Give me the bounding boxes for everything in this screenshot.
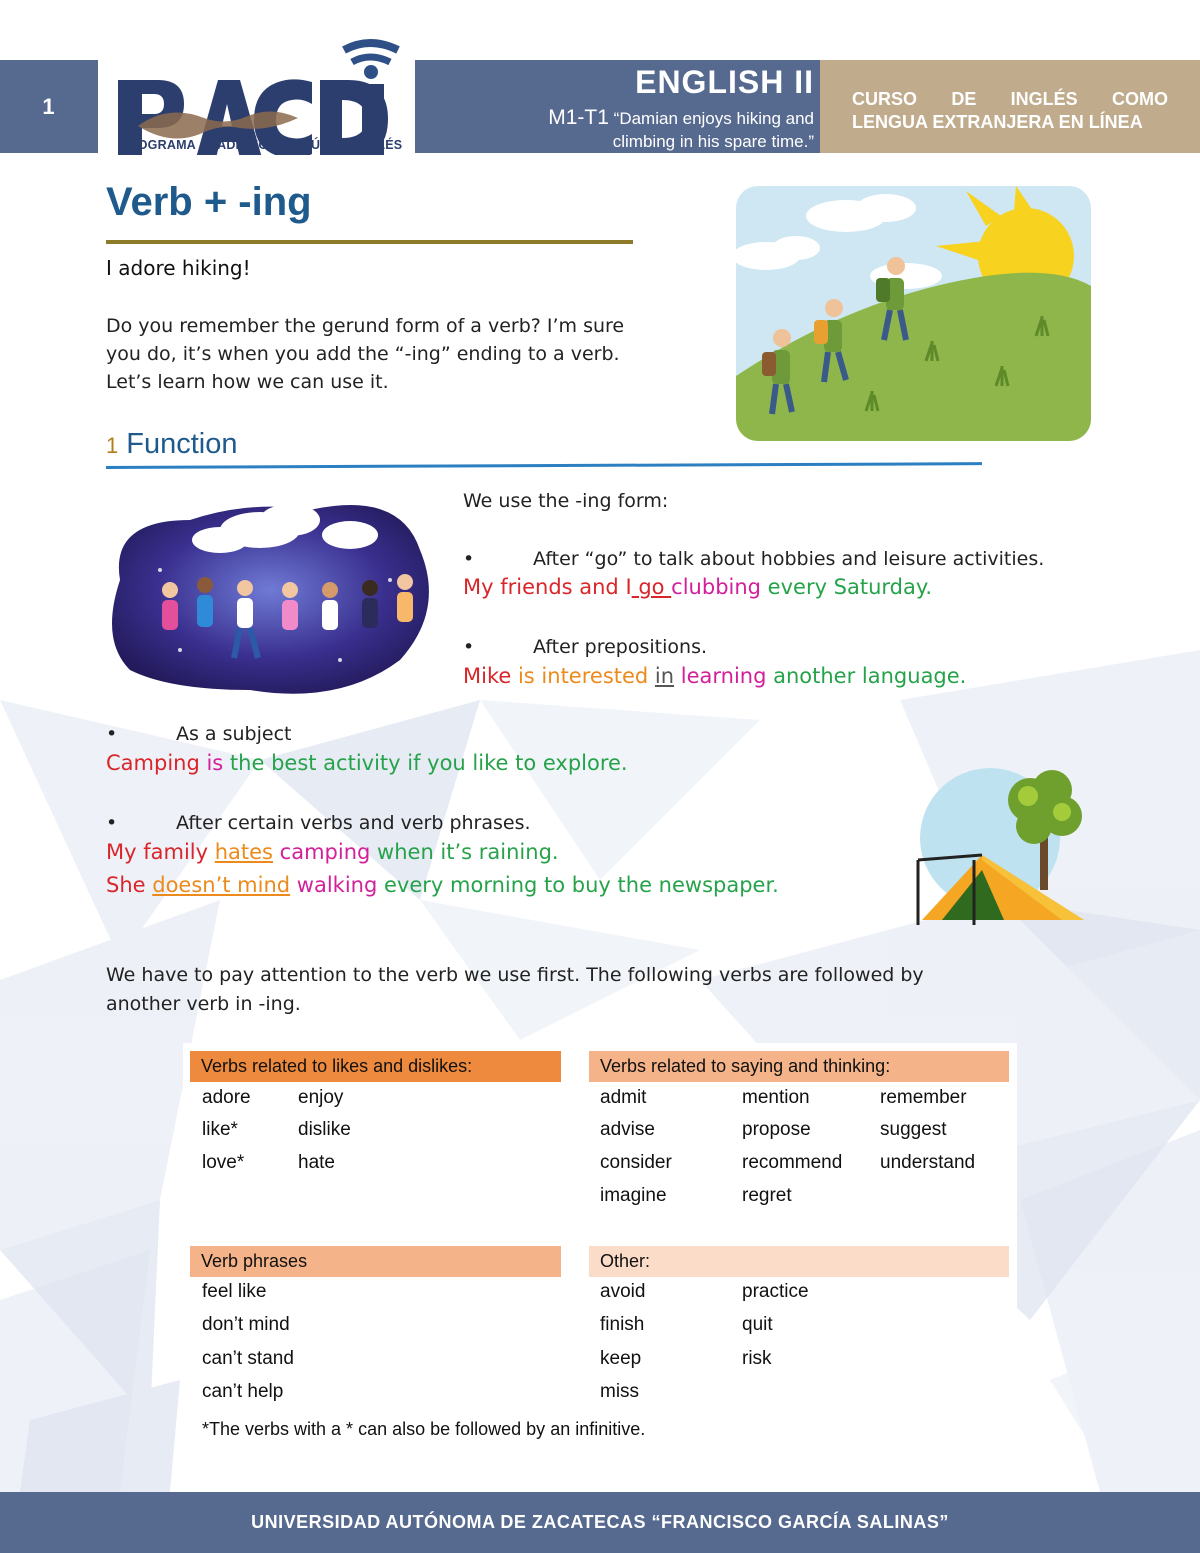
logo-subtitle: PROGRAMA ACADÉMICO COMÚN DE INGLÉS	[120, 138, 403, 152]
table-cell: adore	[202, 1087, 251, 1108]
dancing-friends-illustration	[100, 490, 440, 705]
example-subject: She	[106, 873, 153, 897]
table-cell: practice	[742, 1281, 809, 1302]
section-number: 1	[106, 433, 119, 458]
course-line-2: LENGUA EXTRANJERA EN LÍNEA	[852, 112, 1143, 132]
table-cell: advise	[600, 1119, 655, 1140]
attention-paragraph	[106, 961, 924, 1019]
lesson-subtitle: I adore hiking!	[106, 256, 251, 280]
table-cell: understand	[880, 1152, 976, 1173]
bullet-marker: •	[463, 548, 475, 570]
hikers-illustration	[736, 186, 1091, 441]
example-subject: My family	[106, 840, 215, 864]
likes-header: Verbs related to likes and dislikes:	[190, 1051, 561, 1082]
example-trigger: go	[631, 575, 672, 599]
table-cell: avoid	[600, 1281, 646, 1302]
table-cell: dislike	[298, 1119, 351, 1140]
unit-title-line-2: climbing in his spare time.”	[612, 132, 814, 151]
title-divider	[106, 240, 633, 244]
section-title: Function	[126, 428, 238, 460]
example-rest: the best activity if you like to explore.	[223, 751, 628, 775]
bullet-text: After prepositions.	[533, 636, 708, 658]
example-rest: when it’s raining.	[370, 840, 559, 864]
lesson-title: Verb + -ing	[106, 180, 312, 224]
example-go	[463, 575, 932, 599]
footer	[0, 1492, 1200, 1553]
example-preposition: in	[654, 664, 675, 688]
verb-table	[183, 1043, 1017, 1445]
camping-tent-illustration-icon	[912, 760, 1092, 940]
pacdi-logo	[98, 30, 415, 155]
bullet-marker: •	[106, 812, 118, 834]
table-cell: remember	[880, 1087, 967, 1108]
table-cell: risk	[742, 1348, 772, 1369]
intro-line: you do, it’s when you add the “-ing” ending to a verb.	[106, 343, 620, 365]
example-subject: My friends and I	[463, 575, 632, 599]
bullet-go	[463, 548, 1044, 570]
example-gerund: Camping	[106, 751, 200, 775]
hikers-illustration-icon	[736, 186, 1091, 441]
course-line-1: CURSO DE INGLÉS COMO	[852, 89, 1168, 109]
table-cell: propose	[742, 1119, 811, 1140]
example-verb: doesn’t mind	[152, 873, 291, 897]
footer-text: UNIVERSIDAD AUTÓNOMA DE ZACATECAS “FRANCISCO GARCÍA SALINAS”	[251, 1512, 949, 1532]
other-header: Other:	[589, 1246, 1009, 1277]
intro-paragraph	[106, 312, 706, 396]
example-gerund: clubbing	[671, 575, 761, 599]
course-description	[852, 88, 1168, 134]
intro-line: Do you remember the gerund form of a verb? I’m sure	[106, 315, 625, 337]
phrases-header: Verb phrases	[190, 1246, 561, 1277]
table-cell: mention	[742, 1087, 810, 1108]
example-hates	[106, 840, 559, 864]
bullet-subject	[106, 723, 291, 745]
example-prepositions	[463, 664, 966, 688]
bullet-text: After “go” to talk about hobbies and leisure activities.	[533, 548, 1045, 570]
table-cell: can’t help	[202, 1381, 284, 1402]
table-cell: quit	[742, 1314, 773, 1335]
dancing-friends-illustration-icon	[100, 490, 440, 705]
table-cell: consider	[600, 1152, 672, 1173]
bullet-prepositions	[463, 636, 707, 658]
table-cell: hate	[298, 1152, 335, 1173]
table-cell: admit	[600, 1087, 647, 1108]
function-lead: We use the -ing form:	[463, 490, 669, 512]
example-gerund: learning	[674, 664, 767, 688]
example-rest: another language.	[766, 664, 967, 688]
attention-line: We have to pay attention to the verb we use first. The following verbs are followed by	[106, 964, 924, 986]
example-verb: is	[199, 751, 224, 775]
table-cell: regret	[742, 1185, 792, 1206]
bullet-text: After certain verbs and verb phrases.	[176, 812, 531, 834]
example-subject: Mike	[463, 664, 512, 688]
example-verb: is interested	[511, 664, 655, 688]
example-doesnt-mind	[106, 873, 779, 897]
bullet-text: As a subject	[176, 723, 292, 745]
course-title: ENGLISH II	[635, 64, 814, 100]
bullet-marker: •	[106, 723, 118, 745]
example-gerund: walking	[290, 873, 378, 897]
table-cell: can’t stand	[202, 1348, 294, 1369]
table-cell: enjoy	[298, 1087, 344, 1108]
example-gerund: camping	[273, 840, 371, 864]
section-heading	[106, 428, 237, 461]
saying-header: Verbs related to saying and thinking:	[589, 1051, 1009, 1082]
intro-line: Let’s learn how we can use it.	[106, 371, 389, 393]
pacdi-logo-icon	[98, 30, 415, 155]
table-cell: miss	[600, 1381, 640, 1402]
table-cell: recommend	[742, 1152, 843, 1173]
table-cell: suggest	[880, 1119, 947, 1140]
table-cell: like*	[202, 1119, 238, 1140]
table-cell: keep	[600, 1348, 642, 1369]
unit-title-line-1: “Damian enjoys hiking and	[613, 109, 814, 128]
bullet-verbs	[106, 812, 531, 834]
table-cell: don’t mind	[202, 1314, 290, 1335]
example-subject-use	[106, 751, 628, 775]
table-cell: love*	[202, 1152, 245, 1173]
table-cell: finish	[600, 1314, 645, 1335]
unit-subtitle	[418, 106, 814, 153]
example-rest: every morning to buy the newspaper.	[377, 873, 779, 897]
table-cell: imagine	[600, 1185, 667, 1206]
example-rest: every Saturday.	[761, 575, 932, 599]
camping-tent-illustration	[912, 760, 1092, 940]
table-note: *The verbs with a * can also be followed by an infinitive.	[202, 1419, 646, 1439]
page-number: 1	[42, 93, 55, 119]
unit-code: M1-T1	[548, 106, 609, 129]
example-verb: hates	[214, 840, 273, 864]
attention-line: another verb in -ing.	[106, 993, 301, 1015]
table-cell: feel like	[202, 1281, 267, 1302]
bullet-marker: •	[463, 636, 475, 658]
